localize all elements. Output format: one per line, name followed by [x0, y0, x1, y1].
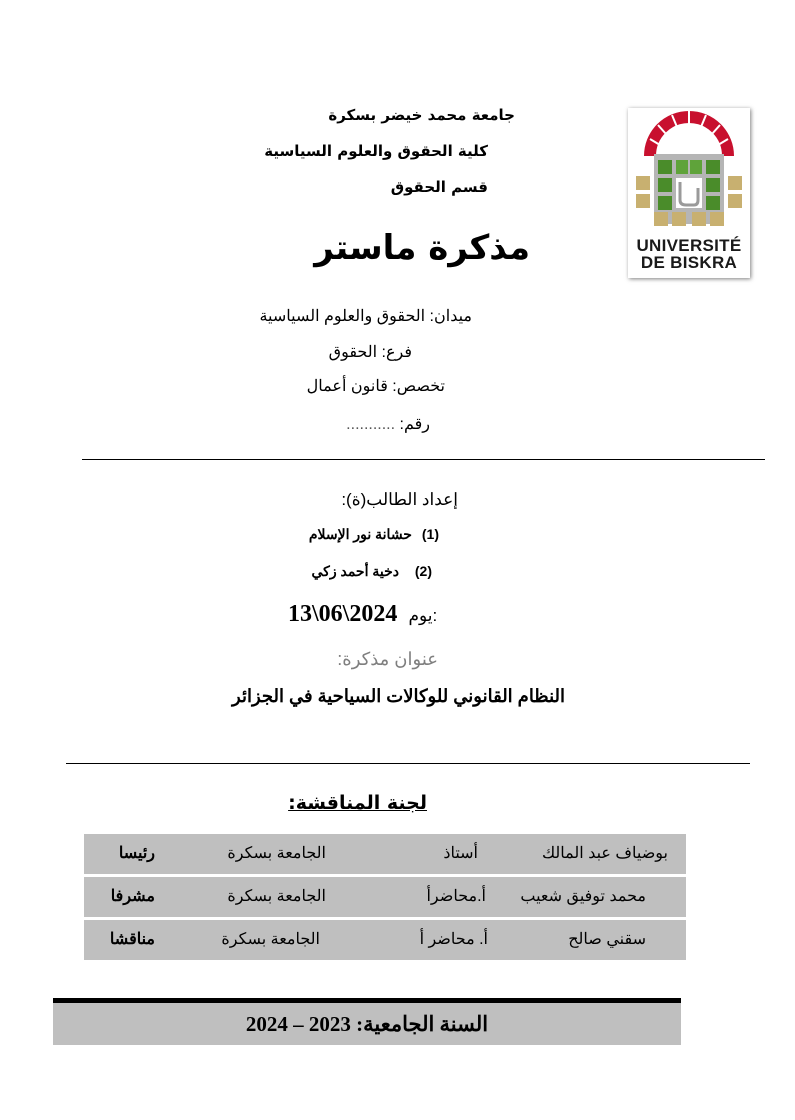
member-name: محمد توفيق شعيب — [520, 888, 646, 905]
member-institution: الجامعة بسكرة — [227, 888, 326, 905]
committee-row-1 — [84, 834, 686, 874]
member-role: مناقشا — [109, 931, 155, 948]
logo-line-2: DE BISKRA — [640, 253, 738, 272]
student-1-num: (1) — [421, 526, 439, 542]
university-logo — [628, 108, 750, 278]
student-2-num: (2) — [414, 563, 432, 579]
member-institution: الجامعة بسكرة — [221, 931, 320, 948]
committee-row-3 — [84, 920, 686, 960]
student-2-name: دخية أحمد زكي — [311, 563, 399, 579]
university-name: جامعة محمد خيضر بسكرة — [328, 106, 515, 124]
memo-title: النظام القانوني للوكالات السياحية في الجزائر — [232, 686, 565, 706]
student-2 — [311, 563, 432, 580]
member-role: مشرفا — [110, 888, 155, 905]
student-1-name: حشانة نور الإسلام — [308, 526, 412, 542]
academic-year-bar — [53, 1003, 681, 1045]
member-institution: الجامعة بسكرة — [227, 845, 326, 862]
member-role: رئيسا — [118, 845, 155, 862]
date-label: يوم: — [408, 606, 438, 625]
member-rank: أ.محاضرأ — [426, 888, 486, 905]
separator-top — [82, 459, 765, 460]
students-label: إعداد الطالب(ة): — [341, 490, 458, 509]
member-name: سقني صالح — [568, 931, 646, 948]
page-title: مذكرة ماستر — [314, 228, 530, 268]
student-1 — [309, 526, 439, 543]
separator-middle — [66, 763, 750, 764]
university-emblem-icon — [628, 108, 750, 233]
number-value: ........... — [346, 416, 396, 433]
academic-year: السنة الجامعية: 2023 – 2024 — [245, 1012, 489, 1036]
member-rank: أ. محاضر أ — [419, 931, 488, 948]
memo-label: عنوان مذكرة: — [337, 649, 438, 669]
date-value: 13\06\2024 — [288, 601, 398, 627]
logo-line-1: UNIVERSITÉ — [636, 236, 742, 255]
defense-date — [288, 601, 437, 628]
member-name: بوضياف عبد المالك — [541, 845, 668, 862]
department-name: قسم الحقوق — [390, 178, 488, 196]
field-specialty: تخصص: قانون أعمال — [306, 378, 445, 395]
committee-row-2 — [84, 877, 686, 917]
faculty-name: كلية الحقوق والعلوم السياسية — [264, 142, 488, 160]
committee-label: لجنة المناقشة: — [288, 792, 427, 814]
field-number — [346, 414, 430, 434]
number-label: رقم: — [399, 416, 430, 433]
field-domain: ميدان: الحقوق والعلوم السياسية — [259, 308, 472, 325]
member-rank: أستاذ — [443, 845, 478, 862]
field-branch: فرع: الحقوق — [328, 344, 412, 361]
